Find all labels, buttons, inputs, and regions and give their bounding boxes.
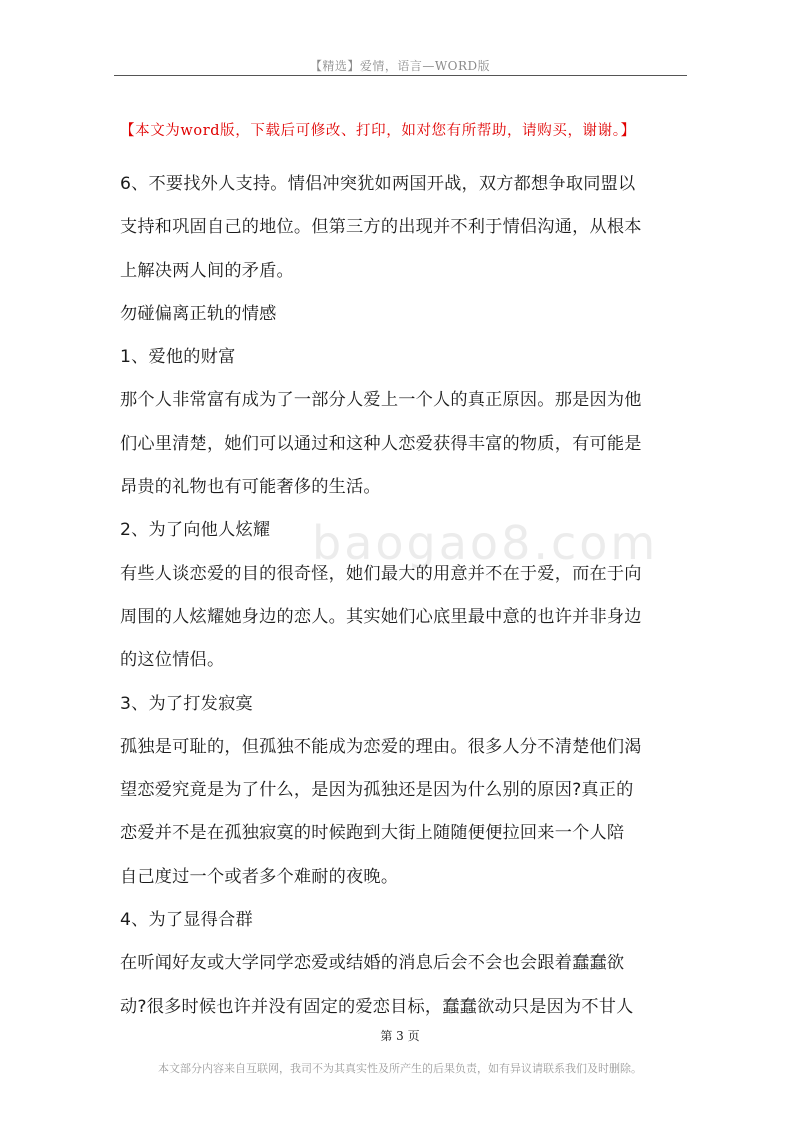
body-line: 昂贵的礼物也有可能奢侈的生活。 — [120, 477, 381, 498]
body-line: 孤独是可耻的，但孤独不能成为恋爱的理由。很多人分不清楚他们渴 — [120, 736, 642, 757]
page-header: 【精选】爱情，语言—WORD版 — [309, 59, 491, 73]
page-footer: 本文部分内容来自互联网，我司不为其真实性及所产生的后果负责，如有异议请联系我们及时删除。 — [158, 1062, 642, 1075]
item-heading: 1、爱他的财富 — [120, 347, 236, 368]
body-line: 那个人非常富有成为了一部分人爱上一个人的真正原因。那是因为他 — [120, 390, 642, 411]
item-heading: 4、为了显得合群 — [120, 910, 253, 931]
body-line: 自己度过一个或者多个难耐的夜晚。 — [120, 866, 399, 887]
body-line: 周围的人炫耀她身边的恋人。其实她们心底里最中意的也许并非身边 — [120, 606, 642, 627]
document-body — [120, 163, 690, 1029]
item-heading: 3、为了打发寂寞 — [120, 693, 253, 714]
body-line: 6、不要找外人支持。情侣冲突犹如两国开战，双方都想争取同盟以 — [120, 174, 636, 194]
body-line: 在听闻好友或大学同学恋爱或结婚的消息后会不会也会跟着蠢蠢欲 — [120, 953, 625, 974]
item-heading: 2、为了向他人炫耀 — [120, 520, 271, 541]
red-notice: 【本文为word版，下载后可修改、打印，如对您有所帮助，请购买，谢谢。】 — [120, 123, 636, 139]
body-line: 上解决两人间的矛盾。 — [120, 260, 294, 281]
body-line: 的这位情侣。 — [120, 650, 225, 671]
section-heading: 勿碰偏离正轨的情感 — [120, 303, 277, 324]
body-line: 支持和巩固自己的地位。但第三方的出现并不利于情侣沟通，从根本 — [120, 217, 642, 238]
body-line: 望恋爱究竟是为了什么，是因为孤独还是因为什么别的原因?真正的 — [120, 780, 634, 801]
page-number: 第 3 页 — [380, 1029, 420, 1043]
header-divider — [114, 75, 687, 76]
body-line: 动?很多时候也许并没有固定的爱恋目标，蠢蠢欲动只是因为不甘人 — [120, 996, 634, 1017]
watermark: baogao8.com — [312, 516, 659, 570]
body-line: 们心里清楚，她们可以通过和这种人恋爱获得丰富的物质，有可能是 — [120, 433, 642, 454]
body-line: 恋爱并不是在孤独寂寞的时候跑到大街上随随便便拉回来一个人陪 — [120, 823, 625, 844]
body-line: 有些人谈恋爱的目的很奇怪，她们最大的用意并不在于爱，而在于向 — [120, 563, 642, 584]
